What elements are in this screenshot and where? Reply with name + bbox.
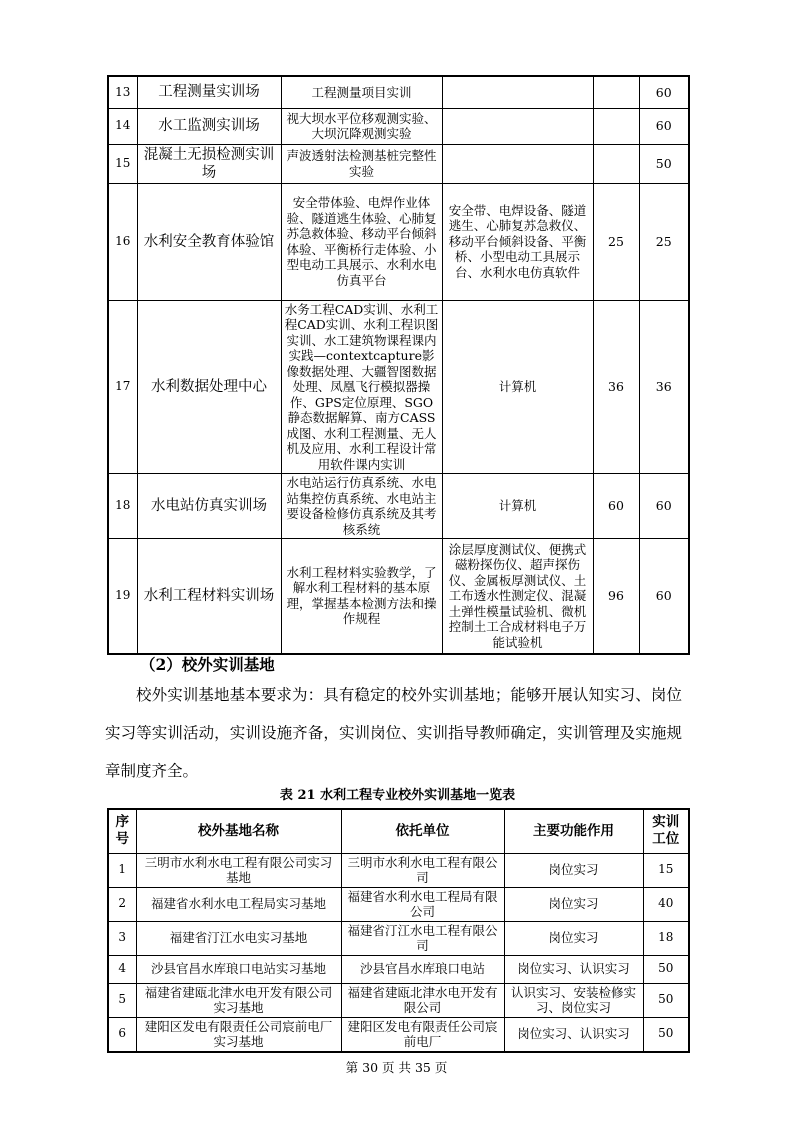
table-row xyxy=(108,853,689,887)
row-number: 6 xyxy=(108,1017,136,1052)
facility-name: 混凝土无损检测实训场 xyxy=(137,144,281,183)
facility-equipment xyxy=(442,144,593,183)
base-function: 岗位实习 xyxy=(504,921,643,955)
facility-count1 xyxy=(593,108,639,144)
base-name: 福建省建瓯北津水电开发有限公司实习基地 xyxy=(136,983,341,1017)
table-row xyxy=(108,539,689,654)
base-name: 沙县官昌水库琅口电站实习基地 xyxy=(136,955,341,983)
row-number: 19 xyxy=(108,539,137,654)
base-org: 福建省汀江水电工程有限公司 xyxy=(341,921,504,955)
facility-count1 xyxy=(593,76,639,108)
row-number: 18 xyxy=(108,474,137,539)
section-heading: （2）校外实训基地 xyxy=(140,655,275,674)
facility-content: 水务工程CAD实训、水利工程CAD实训、水利工程识图实训、水工建筑物课程课内实践—contextcapture影像数据处理、大疆智图数据处理、凤凰飞行模拟器操作、GPS定位原理、SGO静态数据解算、南方CASS成图、水利工程测量、无人机及应用、水利工程设计常用软件课内实训 xyxy=(281,300,442,474)
base-slots: 15 xyxy=(643,853,689,887)
facility-equipment: 安全带、电焊设备、隧道逃生、心肺复苏急救仪、移动平台倾斜设备、平衡桥、小型电动工具展示台、水利水电仿真软件 xyxy=(442,183,593,300)
base-function: 岗位实习 xyxy=(504,887,643,921)
base-org: 三明市水利水电工程有限公司 xyxy=(341,853,504,887)
page-number: 第 30 页 共 35 页 xyxy=(345,1060,448,1075)
row-number: 16 xyxy=(108,183,137,300)
facility-count1: 60 xyxy=(593,474,639,539)
base-org: 沙县官昌水库琅口电站 xyxy=(341,955,504,983)
base-slots: 18 xyxy=(643,921,689,955)
row-number: 1 xyxy=(108,853,136,887)
facility-count2: 25 xyxy=(639,183,689,300)
base-function: 岗位实习 xyxy=(504,853,643,887)
base-org: 福建省水利水电工程局有限公司 xyxy=(341,887,504,921)
table21-title: 表 21 水利工程专业校外实训基地一览表 xyxy=(279,788,516,803)
facility-content: 视大坝水平位移观测实验、大坝沉降观测实验 xyxy=(281,108,442,144)
facility-name: 工程测量实训场 xyxy=(137,76,281,108)
facility-content: 声波透射法检测基桩完整性实验 xyxy=(281,144,442,183)
table-row xyxy=(108,474,689,539)
facility-table xyxy=(107,75,690,655)
table-row xyxy=(108,921,689,955)
facility-equipment: 计算机 xyxy=(442,474,593,539)
table-row xyxy=(108,983,689,1017)
base-slots: 40 xyxy=(643,887,689,921)
facility-equipment: 计算机 xyxy=(442,300,593,474)
facility-count2: 60 xyxy=(639,539,689,654)
facility-count2: 60 xyxy=(639,474,689,539)
row-number: 14 xyxy=(108,108,137,144)
section-paragraph: 校外实训基地基本要求为：具有稳定的校外实训基地；能够开展认知实习、岗位实习等实训活动，实训设施齐备，实训岗位、实训指导教师确定，实训管理及实施规章制度齐全。 xyxy=(105,686,682,780)
facility-content: 安全带体验、电焊作业体验、隧道逃生体验、心肺复苏急救体验、移动平台倾斜体验、平衡桥行走体验、小型电动工具展示、水利水电仿真平台 xyxy=(281,183,442,300)
facility-name: 水利安全教育体验馆 xyxy=(137,183,281,300)
base-org: 建阳区发电有限责任公司宸前电厂 xyxy=(341,1017,504,1052)
base-name: 建阳区发电有限责任公司宸前电厂实习基地 xyxy=(136,1017,341,1052)
header-base-name: 校外基地名称 xyxy=(136,809,341,853)
table-row xyxy=(108,183,689,300)
row-number: 2 xyxy=(108,887,136,921)
header-function: 主要功能作用 xyxy=(504,809,643,853)
base-org: 福建省建瓯北津水电开发有限公司 xyxy=(341,983,504,1017)
base-function: 岗位实习、认识实习 xyxy=(504,1017,643,1052)
facility-count1 xyxy=(593,144,639,183)
facility-count1: 36 xyxy=(593,300,639,474)
header-org: 依托单位 xyxy=(341,809,504,853)
facility-name: 水电站仿真实训场 xyxy=(137,474,281,539)
header-no: 序号 xyxy=(108,809,136,853)
table-row xyxy=(108,1017,689,1052)
header-slots: 实训工位 xyxy=(643,809,689,853)
facility-content: 水电站运行仿真系统、水电站集控仿真系统、水电站主要设备检修仿真系统及其考核系统 xyxy=(281,474,442,539)
table-row xyxy=(108,76,689,108)
row-number: 17 xyxy=(108,300,137,474)
row-number: 5 xyxy=(108,983,136,1017)
base-function: 岗位实习、认识实习 xyxy=(504,955,643,983)
facility-count2: 60 xyxy=(639,76,689,108)
facility-equipment: 涂层厚度测试仪、便携式磁粉探伤仪、超声探伤仪、金属板厚测试仪、土工布透水性测定仪、混凝土弹性模量试验机、微机控制土工合成材料电子万能试验机 xyxy=(442,539,593,654)
base-slots: 50 xyxy=(643,983,689,1017)
base-slots: 50 xyxy=(643,1017,689,1052)
table-row xyxy=(108,144,689,183)
facility-equipment xyxy=(442,108,593,144)
row-number: 13 xyxy=(108,76,137,108)
row-number: 4 xyxy=(108,955,136,983)
table-row xyxy=(108,300,689,474)
facility-count2: 36 xyxy=(639,300,689,474)
base-table xyxy=(107,808,690,1053)
base-slots: 50 xyxy=(643,955,689,983)
base-name: 三明市水利水电工程有限公司实习基地 xyxy=(136,853,341,887)
row-number: 3 xyxy=(108,921,136,955)
facility-content: 水利工程材料实验教学，了解水利工程材料的基本原理，掌握基本检测方法和操作规程 xyxy=(281,539,442,654)
facility-name: 水利数据处理中心 xyxy=(137,300,281,474)
facility-count1: 96 xyxy=(593,539,639,654)
table-row xyxy=(108,955,689,983)
table-row xyxy=(108,887,689,921)
table-header-row xyxy=(108,809,689,853)
base-function: 认识实习、安装检修实习、岗位实习 xyxy=(504,983,643,1017)
base-name: 福建省汀江水电实习基地 xyxy=(136,921,341,955)
facility-name: 水利工程材料实训场 xyxy=(137,539,281,654)
table-row xyxy=(108,108,689,144)
row-number: 15 xyxy=(108,144,137,183)
facility-equipment xyxy=(442,76,593,108)
facility-count2: 60 xyxy=(639,108,689,144)
facility-name: 水工监测实训场 xyxy=(137,108,281,144)
base-name: 福建省水利水电工程局实习基地 xyxy=(136,887,341,921)
facility-count2: 50 xyxy=(639,144,689,183)
facility-content: 工程测量项目实训 xyxy=(281,76,442,108)
facility-count1: 25 xyxy=(593,183,639,300)
